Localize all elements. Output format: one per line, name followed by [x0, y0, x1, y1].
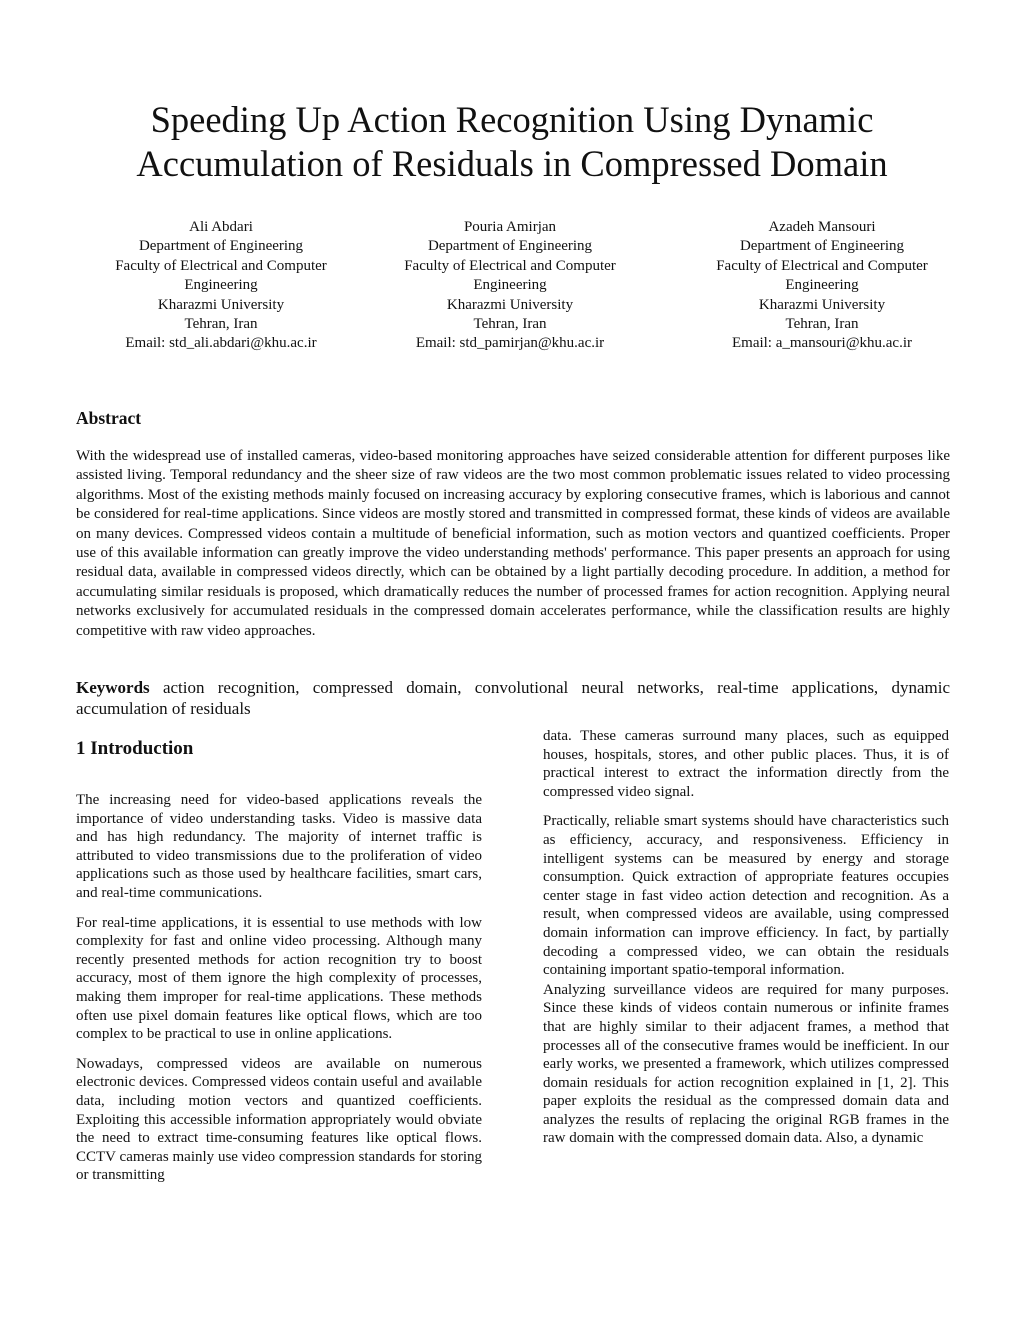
paper-title: [60, 98, 964, 186]
author-email: Email: a_mansouri@khu.ac.ir: [731, 335, 912, 352]
abstract-text: With the widespread use of installed cameras, video-based monitoring approaches have seized considerable attention for different purposes like assisted living. Temporal redundancy and the sheer size of raw videos are the two most common problematic issues related to video processing algorithms. Most of the existing methods mainly focused on increasing accuracy by exploring consecutive frames, which is laborious and cannot be considered for real-time applications. Since videos are mostly stored and transmitted in compressed format, these kinds of videos are available on many devices. Compressed videos contain a multitude of beneficial information, such as motion vectors and quantized coefficients. Proper use of this available information can greatly improve the video understanding methods' performance. This paper presents an approach for using residual data, available in compressed videos directly, which can be obtained by a light partially decoding procedure. In addition, a method for accumulating similar residuals is proposed, which dramatically reduces the number of processed frames for action recognition. Applying neural networks exclusively for accumulated residuals in the compressed domain accelerates performance, while the classification results are highly competitive with raw video approaches.: [76, 448, 950, 639]
intro-paragraph: For real-time applications, it is essential to use methods with low complexity for fast and online video processing. Although many recently presented methods for action recognition try to boost accuracy, most of them ignore the high complexity of processes, making them improper for real-time applications. These methods often use pixel domain features like optical flows, which are too complex to be practical to use in online applications.: [76, 914, 482, 1043]
author-location: Tehran, Iran: [184, 316, 258, 333]
author-card-amirjan: [372, 218, 648, 354]
author-department: Department of Engineering: [138, 238, 304, 255]
author-university: Kharazmi University: [446, 296, 574, 313]
author-card-mansouri: [684, 218, 960, 354]
author-location: Tehran, Iran: [473, 316, 547, 333]
author-department: Department of Engineering: [427, 238, 593, 255]
intro-paragraph: Nowadays, compressed videos are available on numerous electronic devices. Compressed videos contain useful and available data, including motion vectors and quantized coefficients. Exploiting this accessible information appropriately would obviate the need to extract time-consuming features like optical flows. CCTV cameras mainly use video compression standards for storing or transmitting: [76, 1055, 482, 1184]
author-faculty-cont: Engineering: [184, 277, 258, 294]
author-faculty: Faculty of Electrical and Computer: [716, 257, 928, 274]
author-location: Tehran, Iran: [785, 316, 859, 333]
right-column: [543, 727, 949, 1159]
author-name: Azadeh Mansouri: [768, 219, 876, 235]
keywords: [76, 677, 950, 719]
intro-paragraph: Practically, reliable smart systems should have characteristics such as efficiency, accuracy, and responsiveness. Efficiency in intelligent systems can be measured by energy and storage consumption. Quick extraction of appropriate features occupies center stage in fast video action detection and recognition. As a result, when compressed videos are available, using compressed domain information can improve efficiency. In fact, by partially decoding a compressed video, we can obtain the residuals containing important spatio-temporal information.: [543, 813, 949, 979]
left-column: [76, 791, 482, 1196]
author-card-abdari: [83, 218, 359, 354]
author-faculty: Faculty of Electrical and Computer: [404, 257, 616, 274]
abstract-heading: Abstract: [76, 408, 142, 428]
author-university: Kharazmi University: [157, 296, 285, 313]
intro-paragraph: data. These cameras surround many places, such as equipped houses, hospitals, stores, and other public places. Thus, it is of practical interest to extract the information directly from the compressed video signal.: [543, 728, 949, 800]
keywords-text: action recognition, compressed domain, convolutional neural networks, real-time applications, dynamic accumulation of residuals: [76, 678, 950, 718]
author-university: Kharazmi University: [758, 296, 886, 313]
author-name: Pouria Amirjan: [463, 219, 557, 235]
title-line: Speeding Up Action Recognition Using Dynamic: [150, 99, 874, 140]
author-name: Ali Abdari: [189, 219, 253, 235]
author-email: Email: std_ali.abdari@khu.ac.ir: [125, 335, 317, 352]
title-line: Accumulation of Residuals in Compressed Domain: [136, 143, 888, 184]
author-email: Email: std_pamirjan@khu.ac.ir: [415, 335, 605, 352]
author-faculty: Faculty of Electrical and Computer: [115, 257, 327, 274]
author-faculty-cont: Engineering: [473, 277, 547, 294]
author-block: [60, 218, 964, 358]
intro-paragraph: Analyzing surveillance videos are required for many purposes. Since these kinds of videos contain numerous or infinite frames that are highly similar to their adjacent frames, a method that processes all of the consecutive frames would be inefficient. In our early works, we presented a framework, which utilizes compressed domain residuals for action recognition explained in [1, 2]. This paper exploits the residual as the compressed domain data and analyzes the results of replacing the original RGB frames in the raw domain with the compressed domain data. Also, a dynamic: [543, 981, 949, 1147]
author-department: Department of Engineering: [739, 238, 905, 255]
introduction-heading: 1 Introduction: [76, 738, 194, 759]
keywords-label: Keywords: [76, 678, 150, 697]
intro-paragraph: The increasing need for video-based applications reveals the importance of video understanding tasks. Video is massive data and has high redundancy. The majority of internet traffic is attributed to video transmissions due to the proliferation of video applications such as those used by healthcare facilities, smart cars, and real-time communications.: [76, 792, 482, 901]
author-faculty-cont: Engineering: [785, 277, 859, 294]
